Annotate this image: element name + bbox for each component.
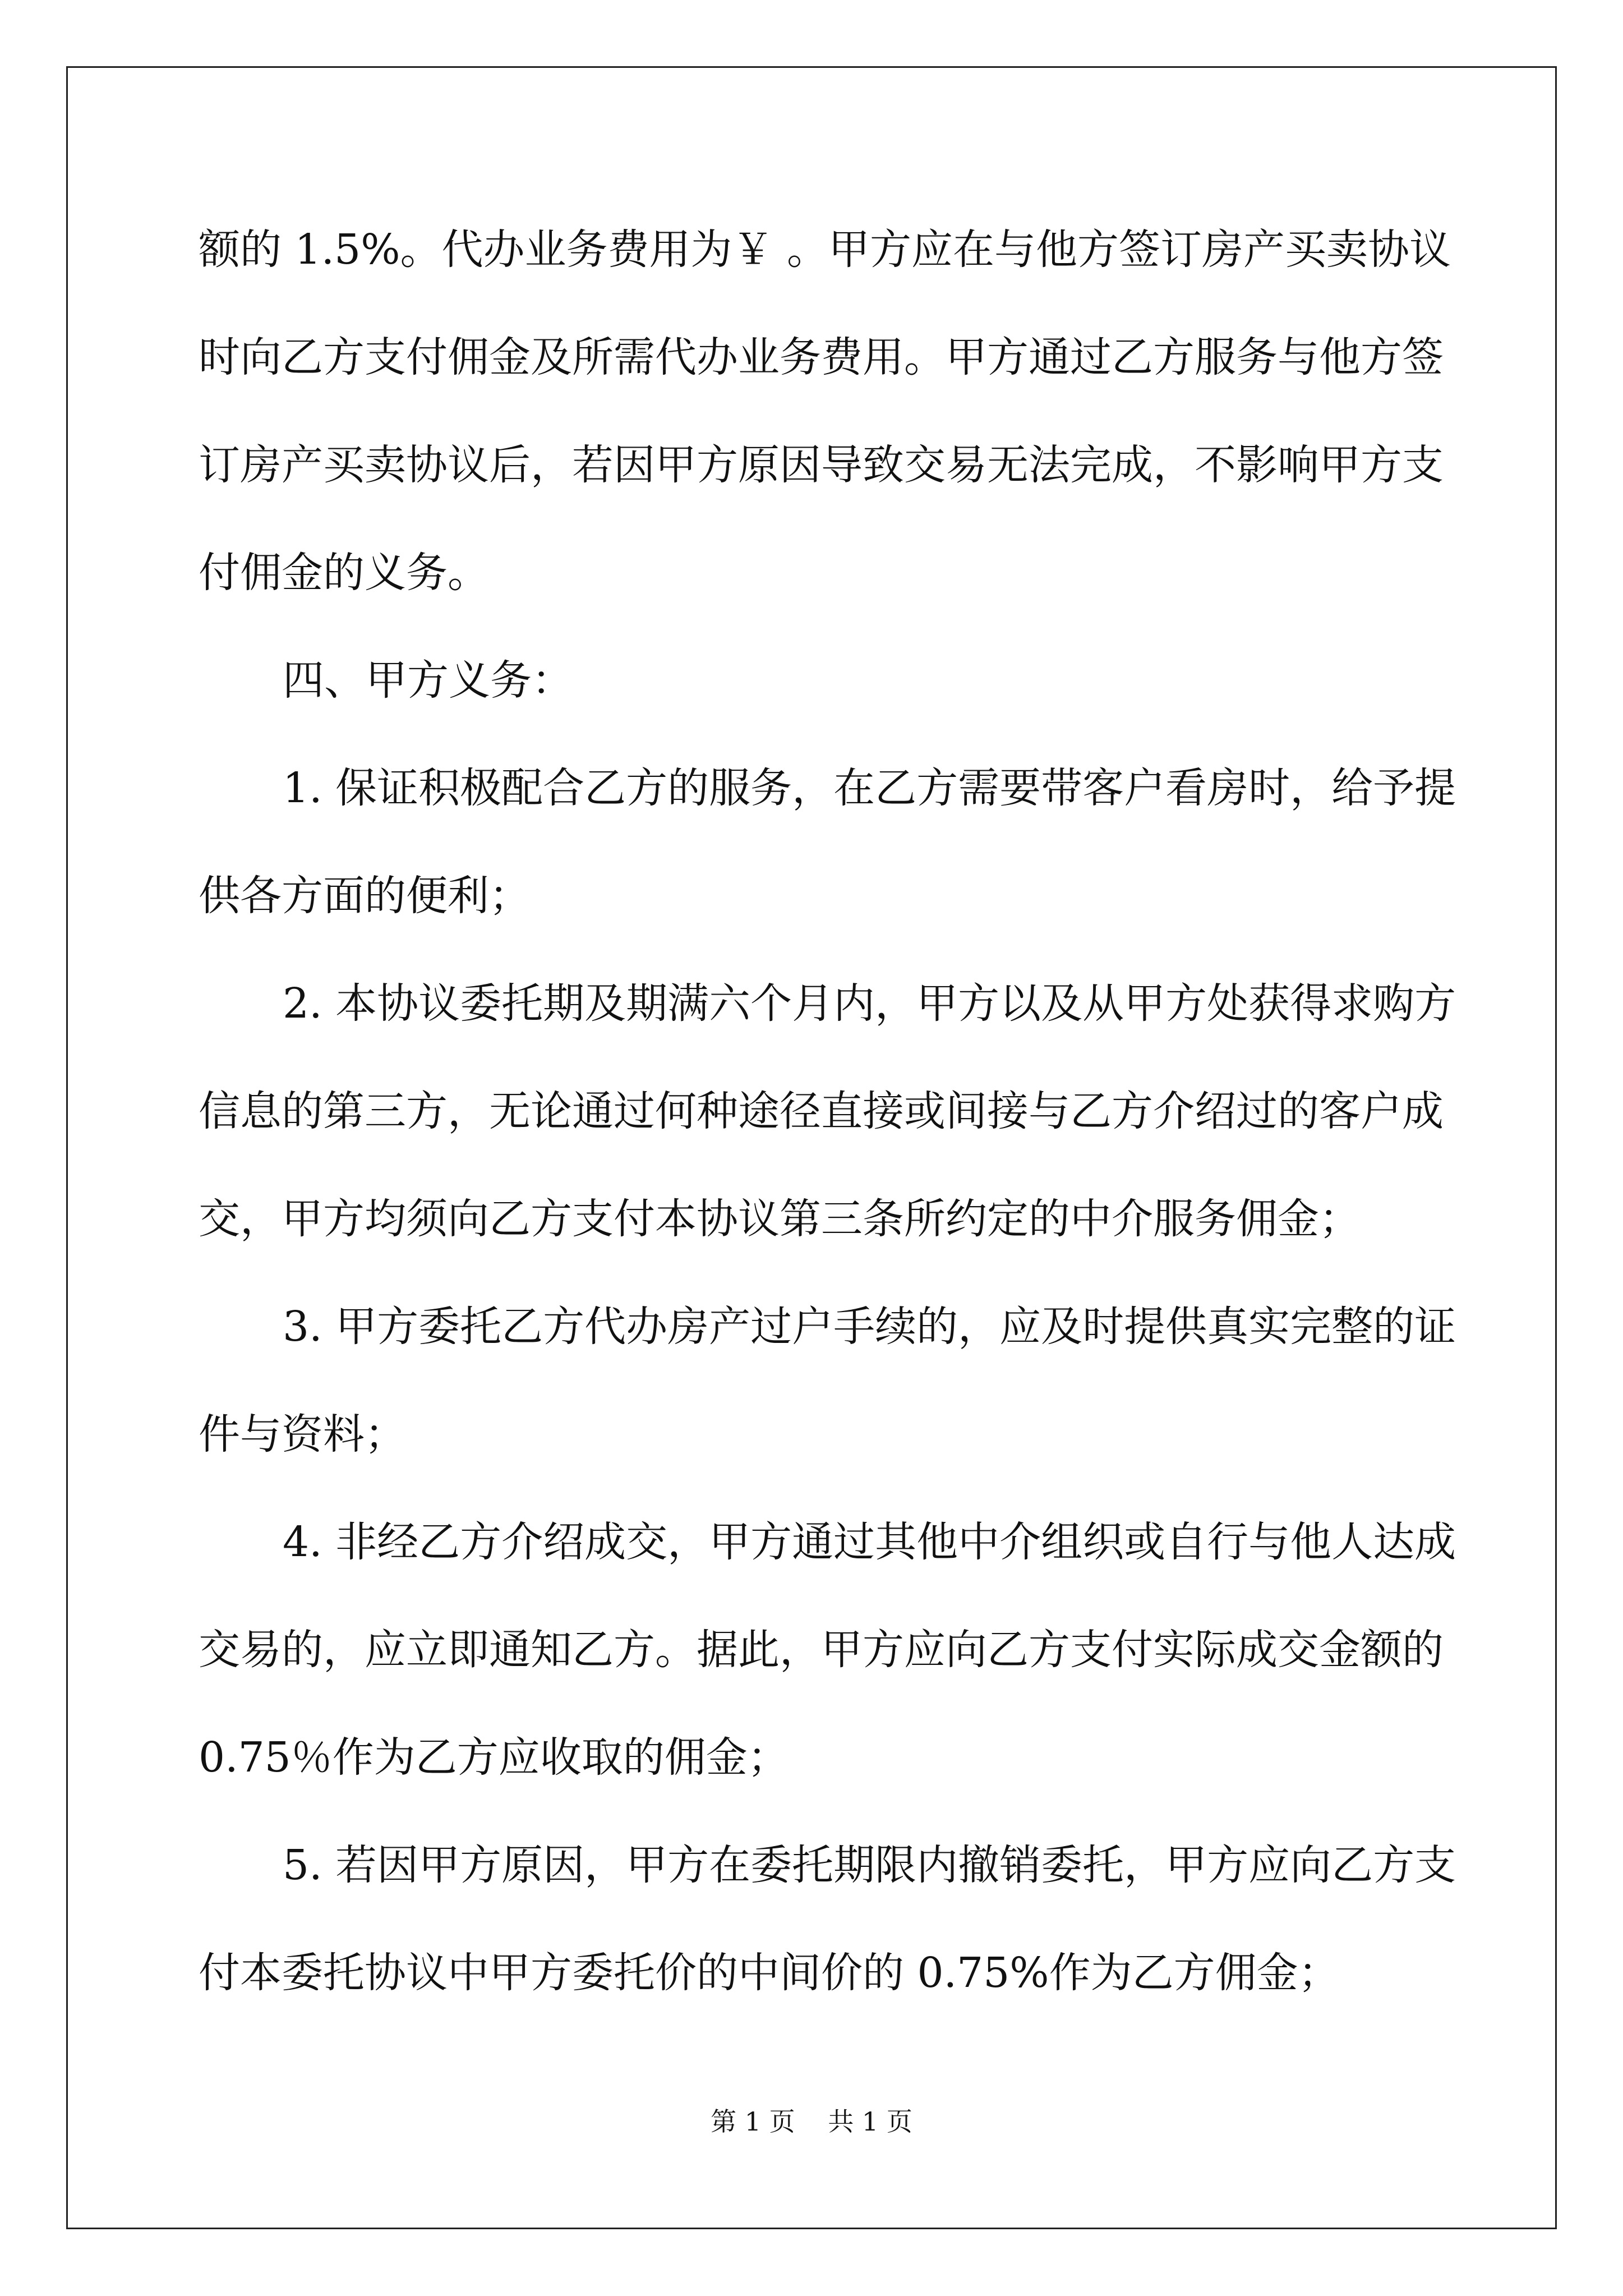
text-line: 付本委托协议中甲方委托价的中间价的 0.75%作为乙方佣金； (199, 1949, 1340, 1997)
text-line: 2. 本协议委托期及期满六个月内，甲方以及从甲方处获得求购方 (283, 979, 1456, 1028)
text-line: 四、甲方义务： (283, 656, 573, 705)
document-body (199, 208, 1456, 2039)
text-line: 1. 保证积极配合乙方的服务，在乙方需要带客户看房时，给予提 (283, 764, 1456, 812)
text-line: 付佣金的义务。 (199, 549, 489, 597)
text-line: 额的 1.5%。代办业务费用为￥ 。甲方应在与他方签订房产买卖协议 (199, 226, 1451, 274)
text-line: 4. 非经乙方介绍成交，甲方通过其他中介组织或自行与他人达成 (283, 1518, 1456, 1566)
text-line: 交易的，应立即通知乙方。据此，甲方应向乙方支付实际成交金额的 (199, 1626, 1444, 1674)
page-number-total: 共 1 页 (828, 2106, 912, 2137)
text-line: 信息的第三方，无论通过何种途径直接或间接与乙方介绍过的客户成 (199, 1087, 1444, 1135)
page-number-current: 第 1 页 (711, 2106, 795, 2137)
text-line: 3. 甲方委托乙方代办房产过户手续的，应及时提供真实完整的证 (283, 1303, 1456, 1351)
text-line: 0.75％作为乙方应收取的佣金； (199, 1733, 789, 1782)
text-line: 订房产买卖协议后，若因甲方原因导致交易无法完成，不影响甲方支 (199, 441, 1444, 489)
text-line: 件与资料； (199, 1410, 406, 1458)
text-line: 交，甲方均须向乙方支付本协议第三条所约定的中介服务佣金； (199, 1195, 1361, 1243)
text-line: 5. 若因甲方原因，甲方在委托期限内撤销委托，甲方应向乙方支 (283, 1841, 1456, 1889)
page-footer (0, 2105, 1623, 2138)
text-line: 供各方面的便利； (199, 872, 531, 920)
text-line: 时向乙方支付佣金及所需代办业务费用。甲方通过乙方服务与他方签 (199, 333, 1444, 381)
